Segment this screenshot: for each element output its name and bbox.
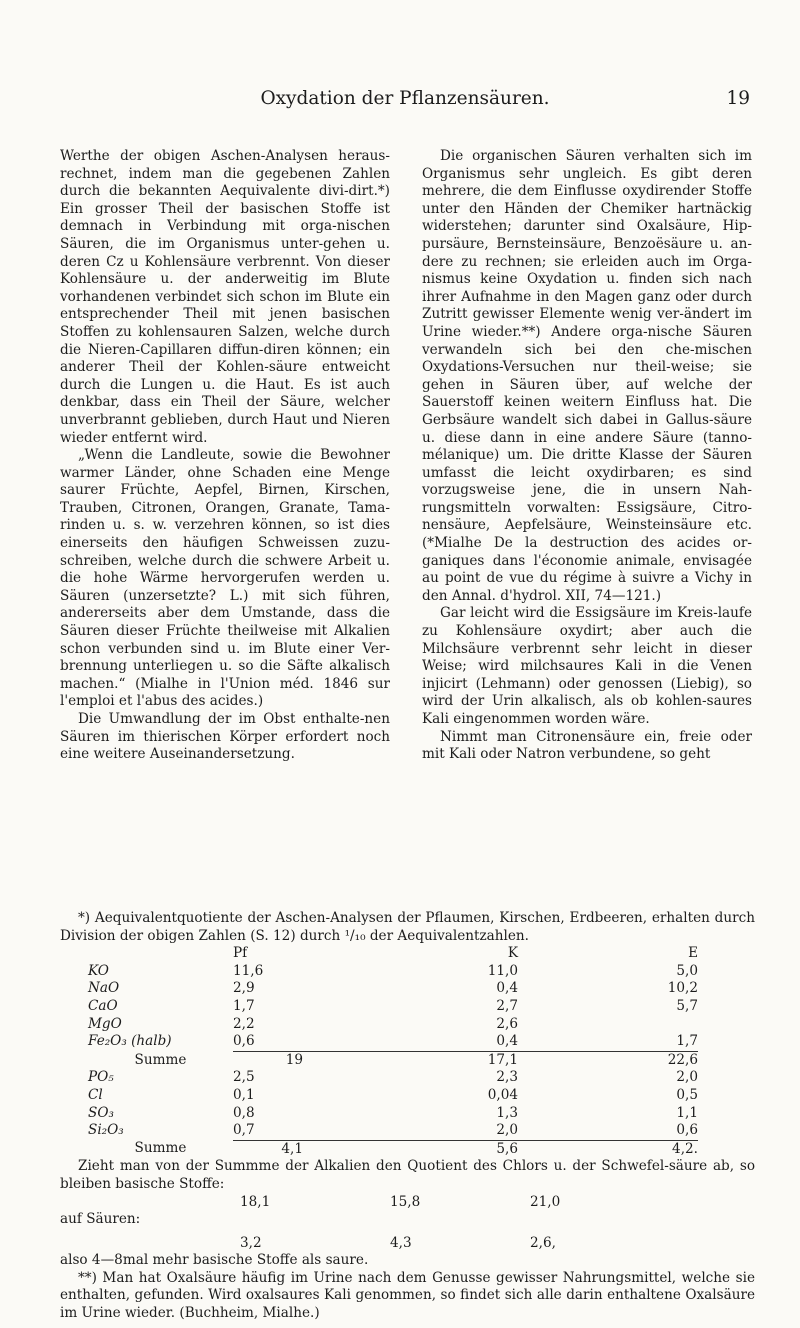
cell [558, 1016, 698, 1034]
cell: 2,6 [496, 1015, 518, 1032]
column-header: K [507, 945, 518, 962]
paragraph: Die organischen Säuren verhalten sich im Organismus sehr ungleich. Es gibt deren mehrere, die dem Einflusse oxydirender Stoffe unter den Händen der Chemiker hartnäckig widerstehen; darunter sind Oxalsäure, Hip-pursäure, Bernsteinsäure, Benzoësäure u. an-dere zu rechnen; sie erleiden auch im Orga-nismus keine Oxydation u. finden sich nach ihrer Aufnahme in den Magen ganz oder durch Zutritt gewisser Elemente wenig ver-ändert im Urine wieder.**) Andere orga-nische Säuren verwandeln sich bei den che-mischen Oxydations-Versuchen nur theil-weise; sie gehen in Säuren über, auf welche der Sauerstoff keinen weitern Einfluss hat. Die Gerbsäure wandelt sich dabei in Gallus-säure u. diese dann in eine andere Säure (tanno-mélanique) um. Die dritte Klasse der Säuren umfasst die leicht oxydirbaren; es sind vorzugsweise jene, die in unsern Nah-rungsmitteln vorwalten: Essigsäure, Citro-nensäure, Aepfelsäure, Weinsteinsäure etc. (*Mialhe De la destruction des acides or-ganiques dans l'économie animale, envisagée au point de vue du régime à suivre a Vichy in den Annal. d'hydrol. XII, 74—121.) [422, 148, 752, 604]
sum-row [88, 1051, 698, 1069]
column-header: E [688, 945, 698, 962]
cell: 1,3 [496, 1104, 518, 1121]
cell: 2,5 [233, 1069, 255, 1086]
cell: 1,7 [233, 997, 255, 1014]
table-row [88, 1105, 698, 1123]
row-label: NaO [88, 980, 120, 997]
row-label: MgO [88, 1015, 122, 1032]
acid-quotients [240, 1235, 755, 1253]
cell: 22,6 [558, 1051, 698, 1069]
paragraph: Nimmt man Citronensäure ein, freie oder mit Kali oder Natron verbundene, so geht [422, 728, 752, 763]
table-header-row [88, 945, 698, 963]
page-number: 19 [726, 88, 750, 109]
cell: 2,7 [496, 997, 518, 1014]
table-row [88, 963, 698, 981]
acid-label: auf Säuren: [60, 1211, 141, 1228]
left-column [60, 148, 390, 764]
paragraph: „Wenn die Landleute, sowie die Bewohner warmer Länder, ohne Schaden eine Menge saurer Früchte, Aepfel, Birnen, Kirschen, Trauben, Citronen, Orangen, Granate, Tama-rinden u. s. w. verzehren können, so ist dies einerseits den häufigen Schweissen zuzu-schreiben, welche durch die schwere Arbeit u. die hohe Wärme hervorgerufen werden u. Säuren (unzersetzte? L.) mit sich führen, andererseits aber dem Umstande, dass die Säuren dieser Früchte theilweise mit Alkalien schon verbunden sind u. im Blute einer Ver-brennung unterliegen u. so die Säfte alkalisch machen.“ (Mialhe in l'Union méd. 1846 sur l'emploi et l'abus des acides.) [60, 447, 390, 710]
footnote [60, 910, 755, 1323]
row-label: Fe₂O₃ (halb) [88, 1033, 172, 1050]
ash-table [88, 945, 698, 1158]
row-label: CaO [88, 997, 118, 1014]
cell: 2,3 [496, 1069, 518, 1086]
table-row [88, 1069, 698, 1087]
cell: 1,7 [676, 1033, 698, 1050]
cell: 11,6 [233, 962, 264, 979]
column-header: Pf [233, 945, 248, 962]
table-row [88, 998, 698, 1016]
sum-row [88, 1140, 698, 1158]
paragraph: Werthe der obigen Aschen-Analysen heraus-rechnet, indem man die gegebenen Zahlen durch die bekannten Aequivalente divi-dirt.*) Ein grosser Theil der basischen Stoffe ist demnach in Verbindung mit orga-nischen Säuren, die im Organismus unter-gehen u. deren Cz u Kohlensäure verbrennt. Von dieser Kohlensäure u. der anderweitig im Blute vorhandenen verbindet sich schon im Blute ein entsprechender Theil mit jenen basischen Stoffen zu kohlensauren Salzen, welche durch die Nieren-Capillaren diffun-diren können; ein anderer Theil der Kohlen-säure entweicht durch die Lungen u. die Haut. Es ist auch denkbar, dass ein Theil der Säure, welcher unverbrannt geblieben, durch Haut und Nieren wieder entfernt wird. [60, 148, 390, 446]
cell: 0,6 [233, 1033, 255, 1050]
right-column [422, 148, 752, 764]
paragraph: Die Umwandlung der im Obst enthalte-nen Säuren im thierischen Körper erfordert noch eine weitere Auseinandersetzung. [60, 711, 390, 763]
row-label: Si₂O₃ [88, 1122, 124, 1139]
cell: 5,7 [676, 997, 698, 1014]
cell: 17,1 [303, 1051, 558, 1069]
cell: 2,2 [233, 1015, 255, 1032]
cell: 2,0 [496, 1122, 518, 1139]
cell: 0,5 [676, 1086, 698, 1103]
sum-label: Summe [134, 1051, 187, 1068]
footnote-conclusion: also 4—8mal mehr basische Stoffe als saure. [60, 1252, 369, 1269]
cell: 0,7 [233, 1122, 255, 1139]
quotient-value: 2,6, [530, 1234, 556, 1251]
footnote-2: **) Man hat Oxalsäure häufig im Urine nach dem Genusse gewisser Nahrungsmittel, welche sie enthalten, gefunden. Wird oxalsaures Kali genommen, so findet sich alle darin enthaltene Oxalsäure im Urine wieder. (Buchheim, Mialhe.) [60, 1269, 755, 1322]
cell: 5,6 [303, 1140, 558, 1158]
table-row [88, 1122, 698, 1140]
cell: 0,6 [676, 1122, 698, 1139]
row-label: PO₅ [88, 1069, 114, 1086]
cell: 1,1 [676, 1104, 698, 1121]
table-row [88, 1087, 698, 1105]
page-header [60, 88, 750, 118]
footnote-intro: *) Aequivalentquotiente der Aschen-Analysen der Pflaumen, Kirschen, Erdbeeren, erhalten durch Division der obigen Zahlen (S. 12) durch ¹/₁₀ der Aequivalentzahlen. [60, 910, 755, 944]
row-label: SO₃ [88, 1104, 114, 1121]
sum-label: Summe [134, 1140, 187, 1157]
quotient-value: 4,3 [390, 1234, 412, 1251]
footnote-text: Zieht man von der Summme der Alkalien den Quotient des Chlors u. der Schwefel-säure ab, so bleiben basische Stoffe: [60, 1158, 755, 1192]
table-row [88, 1033, 698, 1051]
row-label: KO [88, 962, 109, 979]
cell: 4,1 [233, 1140, 303, 1158]
row-label: Cl [88, 1086, 103, 1103]
basic-quotients [240, 1194, 755, 1212]
cell: 0,8 [233, 1104, 255, 1121]
cell: 2,0 [676, 1069, 698, 1086]
table-row [88, 1016, 698, 1034]
cell: 0,04 [487, 1086, 518, 1103]
cell: 10,2 [667, 980, 698, 997]
cell: 0,4 [496, 1033, 518, 1050]
cell: 5,0 [676, 962, 698, 979]
paragraph: Gar leicht wird die Essigsäure im Kreis-laufe zu Kohlensäure oxydirt; aber auch die Milchsäure verbrennt sehr leicht in dieser Weise; wird milchsaures Kali in die Venen injicirt (Lehmann) oder genossen (Liebig), so wird der Urin alkalisch, als ob kohlen-saures Kali eingenommen worden wäre. [422, 605, 752, 727]
cell: 19 [233, 1051, 303, 1069]
cell: 2,9 [233, 980, 255, 997]
quotient-value: 18,1 [240, 1193, 271, 1210]
quotient-value: 15,8 [390, 1193, 421, 1210]
cell: 0,1 [233, 1086, 255, 1103]
running-title: Oxydation der Pflanzensäuren. [260, 88, 550, 109]
quotient-value: 21,0 [530, 1193, 561, 1210]
cell: 4,2. [558, 1140, 698, 1158]
quotient-value: 3,2 [240, 1234, 262, 1251]
cell: 11,0 [487, 962, 518, 979]
table-row [88, 980, 698, 998]
cell: 0,4 [496, 980, 518, 997]
